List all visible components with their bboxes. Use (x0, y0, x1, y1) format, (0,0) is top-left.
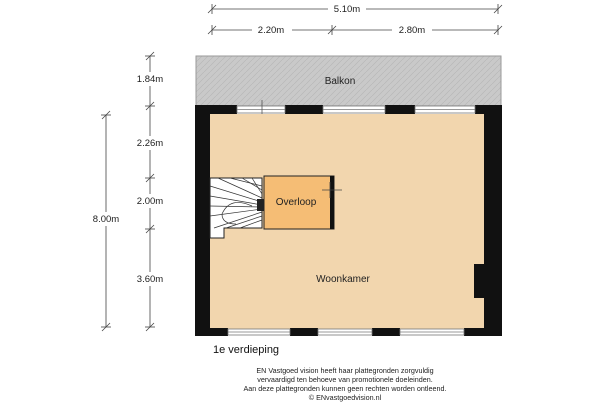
left-dimensions (101, 52, 155, 331)
dim-top-left: 2.20m (257, 25, 285, 36)
dim-left-seg2: 2.00m (136, 196, 164, 207)
landing (264, 176, 342, 229)
disclaimer-line-1: EN Vastgoed vision heeft haar plattegronden zorgvuldig (256, 366, 434, 375)
dim-left-total: 8.00m (92, 214, 120, 225)
disclaimer-line-3: Aan deze plattegronden kunnen geen rechten worden ontleend. (243, 384, 447, 394)
dim-left-balcony: 1.84m (136, 74, 164, 85)
living-room-label: Woonkamer (316, 274, 370, 285)
floor-title: 1e verdieping (213, 344, 280, 356)
dim-left-seg1: 2.26m (136, 138, 164, 149)
dim-left-seg3: 3.60m (136, 274, 164, 285)
disclaimer (180, 366, 510, 402)
dim-top-total: 5.10m (333, 4, 361, 15)
balcony-label: Balkon (324, 76, 356, 87)
landing-label: Overloop (275, 197, 317, 208)
balcony (196, 56, 501, 106)
disclaimer-line-2: vervaardigd ten behoeve van promotionele doeleinden. (257, 375, 433, 385)
dim-top-right: 2.80m (398, 25, 426, 36)
disclaimer-line-4: © ENvastgoedvision.nl (308, 393, 382, 402)
